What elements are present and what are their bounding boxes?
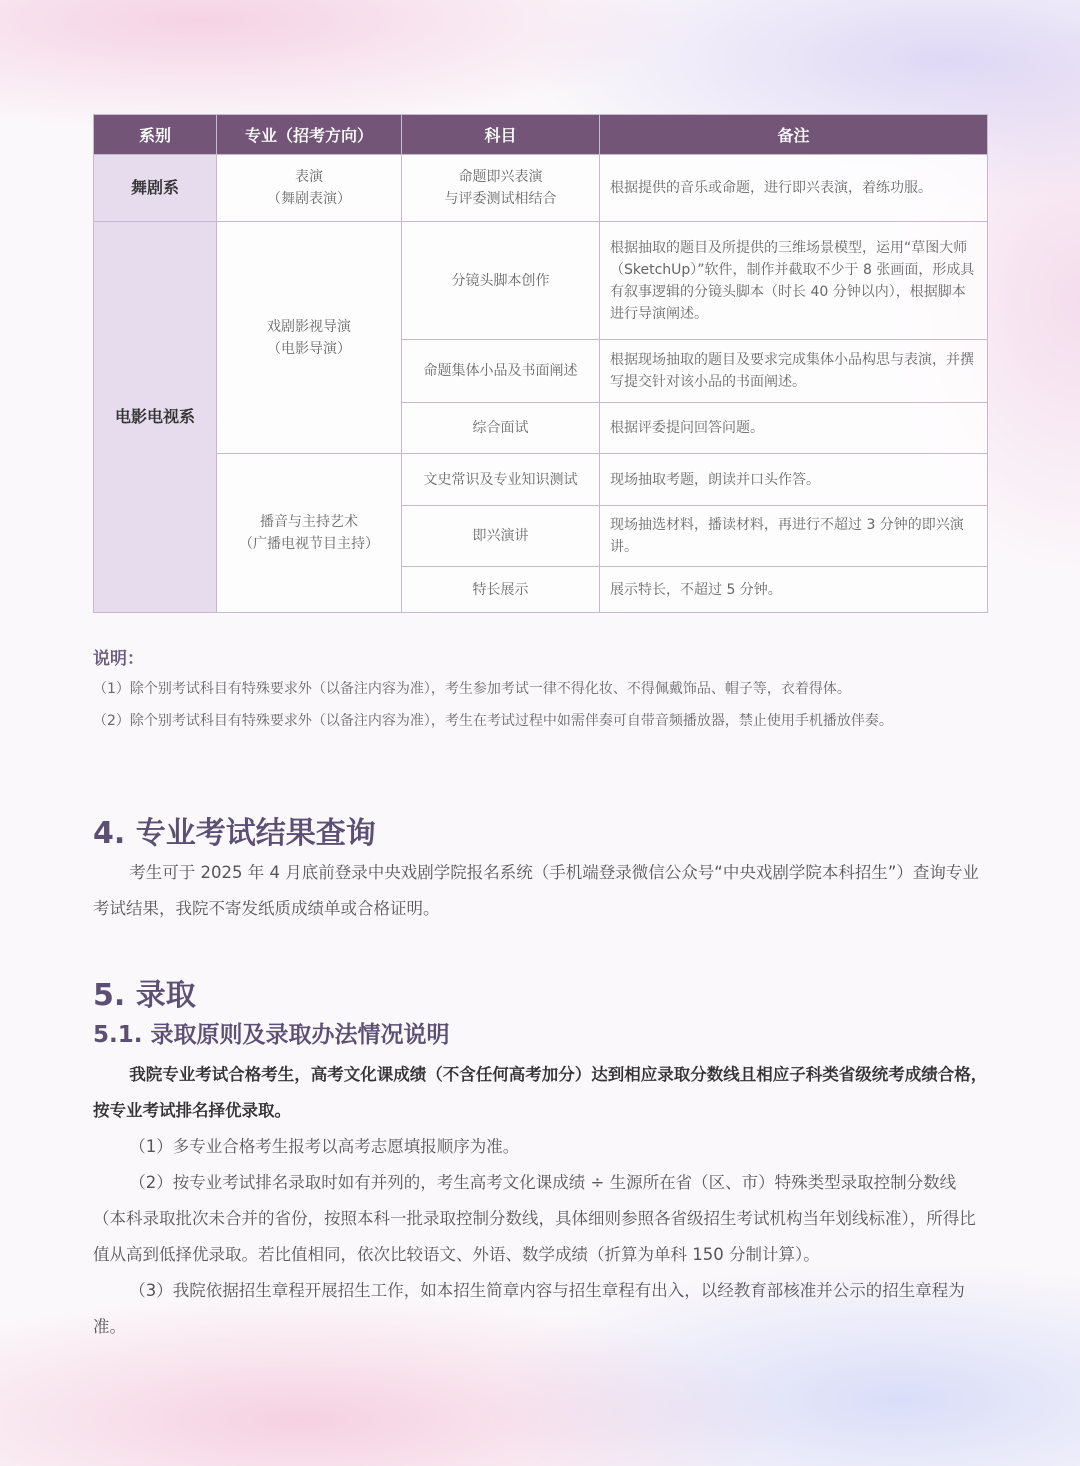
subject-cell: [402, 155, 600, 222]
header-note: 备注: [600, 115, 988, 155]
section-4-title: 4. 专业考试结果查询: [93, 816, 376, 851]
subject-cell: 分镜头脚本创作: [402, 222, 600, 340]
table-row: [94, 454, 988, 506]
subject-cell: 特长展示: [402, 567, 600, 613]
notes-list: [93, 673, 988, 737]
note-item: （1）除个别考试科目有特殊要求外（以备注内容为准），考生参加考试一律不得化妆、不得佩戴饰品、帽子等，衣着得体。: [93, 681, 851, 697]
major-name: 戏剧影视导演: [267, 318, 351, 335]
major-sub: （舞剧表演）: [267, 191, 351, 207]
note-cell: 根据提供的音乐或命题，进行即兴表演，着练功服。: [600, 155, 988, 222]
major-cell: [217, 155, 402, 222]
table-row: [94, 155, 988, 222]
table-row: [94, 222, 988, 340]
major-cell: [217, 454, 402, 613]
note-cell: 现场抽取考题，朗读并口头作答。: [600, 454, 988, 506]
header-subject: 科目: [402, 115, 600, 155]
dept-cell: 舞剧系: [94, 155, 217, 222]
note-cell: 现场抽选材料，播读材料，再进行不超过 3 分钟的即兴演讲。: [600, 506, 988, 567]
rule-item: （3）我院依据招生章程开展招生工作，如本招生简章内容与招生章程有出入，以经教育部核准并公示的招生章程为准。: [93, 1281, 965, 1336]
major-sub: （广播电视节目主持）: [239, 536, 379, 552]
subject-cell: 文史常识及专业知识测试: [402, 454, 600, 506]
section-5-title: 5. 录取: [93, 978, 196, 1013]
major-name: 播音与主持艺术: [260, 514, 358, 530]
note-cell: 根据评委提问回答问题。: [600, 403, 988, 454]
major-name: 表演: [295, 169, 323, 185]
subject-line: 命题即兴表演: [458, 169, 543, 185]
section-5-body: [93, 1057, 988, 1345]
lead-paragraph: 我院专业考试合格考生，高考文化课成绩（不含任何高考加分）达到相应录取分数线且相应子科类省级统考成绩合格，按专业考试排名择优录取。: [93, 1065, 988, 1120]
header-major: 专业（招考方向）: [217, 115, 402, 155]
subject-line: 与评委测试相结合: [444, 191, 557, 207]
header-dept: 系别: [94, 115, 217, 155]
exam-table: [93, 114, 988, 613]
section-5-1-title: 5.1. 录取原则及录取办法情况说明: [93, 1022, 450, 1048]
rule-item: （1）多专业合格考生报考以高考志愿填报顺序为准。: [129, 1137, 520, 1156]
table-header: [94, 115, 988, 155]
note-cell: 根据现场抽取的题目及要求完成集体小品构思与表演，并撰写提交针对该小品的书面阐述。: [600, 340, 988, 403]
section-4-body: 考生可于 2025 年 4 月底前登录中央戏剧学院报名系统（手机端登录微信公众号“中央戏剧学院本科招生”）查询专业考试结果，我院不寄发纸质成绩单或合格证明。: [93, 863, 979, 918]
subject-cell: 综合面试: [402, 403, 600, 454]
subject-cell: 即兴演讲: [402, 506, 600, 567]
note-cell: 根据抽取的题目及所提供的三维场景模型，运用“草图大师（SketchUp）”软件，制作并截取不少于 8 张画面，形成具有叙事逻辑的分镜头脚本（时长 40 分钟以内），根据脚本进行导演阐述。: [600, 222, 988, 340]
note-item: （2）除个别考试科目有特殊要求外（以备注内容为准），考生在考试过程中如需伴奏可自带音频播放器，禁止使用手机播放伴奏。: [93, 713, 893, 729]
notes-label: 说明：: [93, 649, 144, 669]
major-cell: [217, 222, 402, 454]
subject-cell: 命题集体小品及书面阐述: [402, 340, 600, 403]
major-sub: （电影导演）: [267, 340, 351, 357]
rule-item: （2）按专业考试排名录取时如有并列的，考生高考文化课成绩 ÷ 生源所在省（区、市）特殊类型录取控制分数线（本科录取批次未合并的省份，按照本科一批录取控制分数线，具体细则参照各省级招生考试机构当年划线标准），所得比值从高到低择优录取。若比值相同，依次比较语文、外语、数学成绩（折算为单科 150 分制计算）。: [93, 1173, 976, 1264]
dept-cell: 电影电视系: [94, 222, 217, 613]
note-cell: 展示特长，不超过 5 分钟。: [600, 567, 988, 613]
